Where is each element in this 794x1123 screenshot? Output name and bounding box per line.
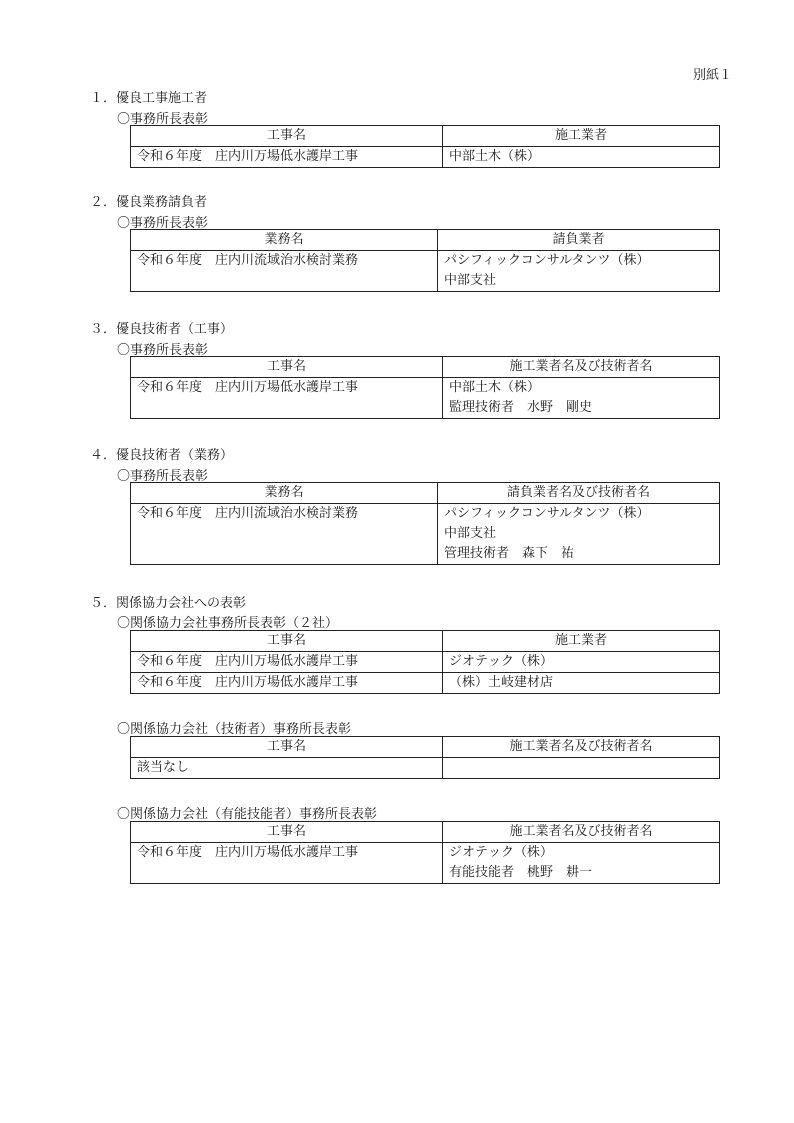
section-5-table <box>130 630 720 694</box>
section-2-title: ２．優良業務請負者 <box>90 195 208 210</box>
company-cell <box>443 673 720 694</box>
section-5b-table <box>130 736 720 779</box>
table-row <box>131 652 720 673</box>
column-header-work: 工事名 <box>131 357 443 378</box>
section-5-subtitle: 〇関係協力会社事務所長表彰（２社） <box>117 616 339 631</box>
work-name-cell: 令和６年度 庄内川流域治水検討業務 <box>131 251 438 292</box>
column-header-company: 請負業者名及び技術者名 <box>438 483 720 504</box>
work-name-cell: 令和６年度 庄内川万場低水護岸工事 <box>131 378 443 419</box>
table-row <box>131 251 720 292</box>
section-1-title: １．優良工事施工者 <box>90 91 208 106</box>
table-row <box>131 147 720 168</box>
column-header-work: 工事名 <box>131 631 443 652</box>
table-row <box>131 673 720 694</box>
column-header-work: 業務名 <box>131 483 438 504</box>
work-name-cell: 令和６年度 庄内川流域治水検討業務 <box>131 504 438 565</box>
column-header-work: 工事名 <box>131 126 443 147</box>
work-name-cell: 令和６年度 庄内川万場低水護岸工事 <box>131 843 443 884</box>
column-header-company: 施工業者名及び技術者名 <box>443 822 720 843</box>
section-5c-table <box>130 821 720 884</box>
company-cell <box>443 843 720 884</box>
work-name-cell: 令和６年度 庄内川万場低水護岸工事 <box>131 147 443 168</box>
table-header-row <box>131 126 720 147</box>
table-header-row <box>131 737 720 758</box>
company-line: 中部土木（株） <box>449 380 541 395</box>
table-row <box>131 504 720 565</box>
work-name-cell: 令和６年度 庄内川万場低水護岸工事 <box>131 673 443 694</box>
table-row <box>131 378 720 419</box>
section-3-table <box>130 356 720 419</box>
company-cell <box>443 378 720 419</box>
section-2-table <box>130 229 720 292</box>
section-4-table <box>130 482 720 565</box>
company-line: 中部支社 <box>444 273 497 288</box>
table-row <box>131 758 720 779</box>
column-header-company: 施工業者名及び技術者名 <box>443 357 720 378</box>
document-label: 別紙１ <box>692 68 732 83</box>
section-5-title: ５．関係協力会社への表彰 <box>90 596 247 611</box>
company-cell <box>438 251 720 292</box>
table-header-row <box>131 631 720 652</box>
table-header-row <box>131 483 720 504</box>
company-line: パシフィックコンサルタンツ（株） <box>444 253 650 268</box>
work-name-cell: 該当なし <box>131 758 443 779</box>
work-name-cell: 令和６年度 庄内川万場低水護岸工事 <box>131 652 443 673</box>
engineer-line: 管理技術者 森下 祐 <box>444 546 575 561</box>
table-header-row <box>131 822 720 843</box>
company-line: パシフィックコンサルタンツ（株） <box>444 506 650 521</box>
section-4-title: ４．優良技術者（業務） <box>90 448 234 463</box>
section-1-subtitle: 〇事務所長表彰 <box>117 112 209 127</box>
column-header-company: 施工業者名及び技術者名 <box>443 737 720 758</box>
company-line: 中部支社 <box>444 526 497 541</box>
section-1-table <box>130 125 720 168</box>
column-header-company: 請負業者 <box>438 230 720 251</box>
engineer-line: 有能技能者 桃野 耕一 <box>449 865 593 880</box>
section-3-title: ３．優良技術者（工事） <box>90 322 234 337</box>
company-line: （株）土岐建材店 <box>449 675 554 690</box>
section-5b-subtitle: 〇関係協力会社（技術者）事務所長表彰 <box>117 722 352 737</box>
table-header-row <box>131 230 720 251</box>
column-header-company: 施工業者 <box>443 126 720 147</box>
company-cell <box>438 504 720 565</box>
section-4-subtitle: 〇事務所長表彰 <box>117 469 209 484</box>
company-cell <box>443 652 720 673</box>
column-header-work: 工事名 <box>131 737 443 758</box>
section-5c-subtitle: 〇関係協力会社（有能技能者）事務所長表彰 <box>117 807 378 822</box>
company-line: 中部土木（株） <box>449 149 541 164</box>
table-row <box>131 843 720 884</box>
company-cell <box>443 147 720 168</box>
company-line: ジオテック（株） <box>449 845 554 860</box>
column-header-company: 施工業者 <box>443 631 720 652</box>
column-header-work: 業務名 <box>131 230 438 251</box>
company-cell <box>443 758 720 779</box>
company-line <box>449 758 713 778</box>
engineer-line: 監理技術者 水野 剛史 <box>449 400 593 415</box>
company-line: ジオテック（株） <box>449 654 554 669</box>
section-2-subtitle: 〇事務所長表彰 <box>117 216 209 231</box>
column-header-work: 工事名 <box>131 822 443 843</box>
section-3-subtitle: 〇事務所長表彰 <box>117 343 209 358</box>
table-header-row <box>131 357 720 378</box>
